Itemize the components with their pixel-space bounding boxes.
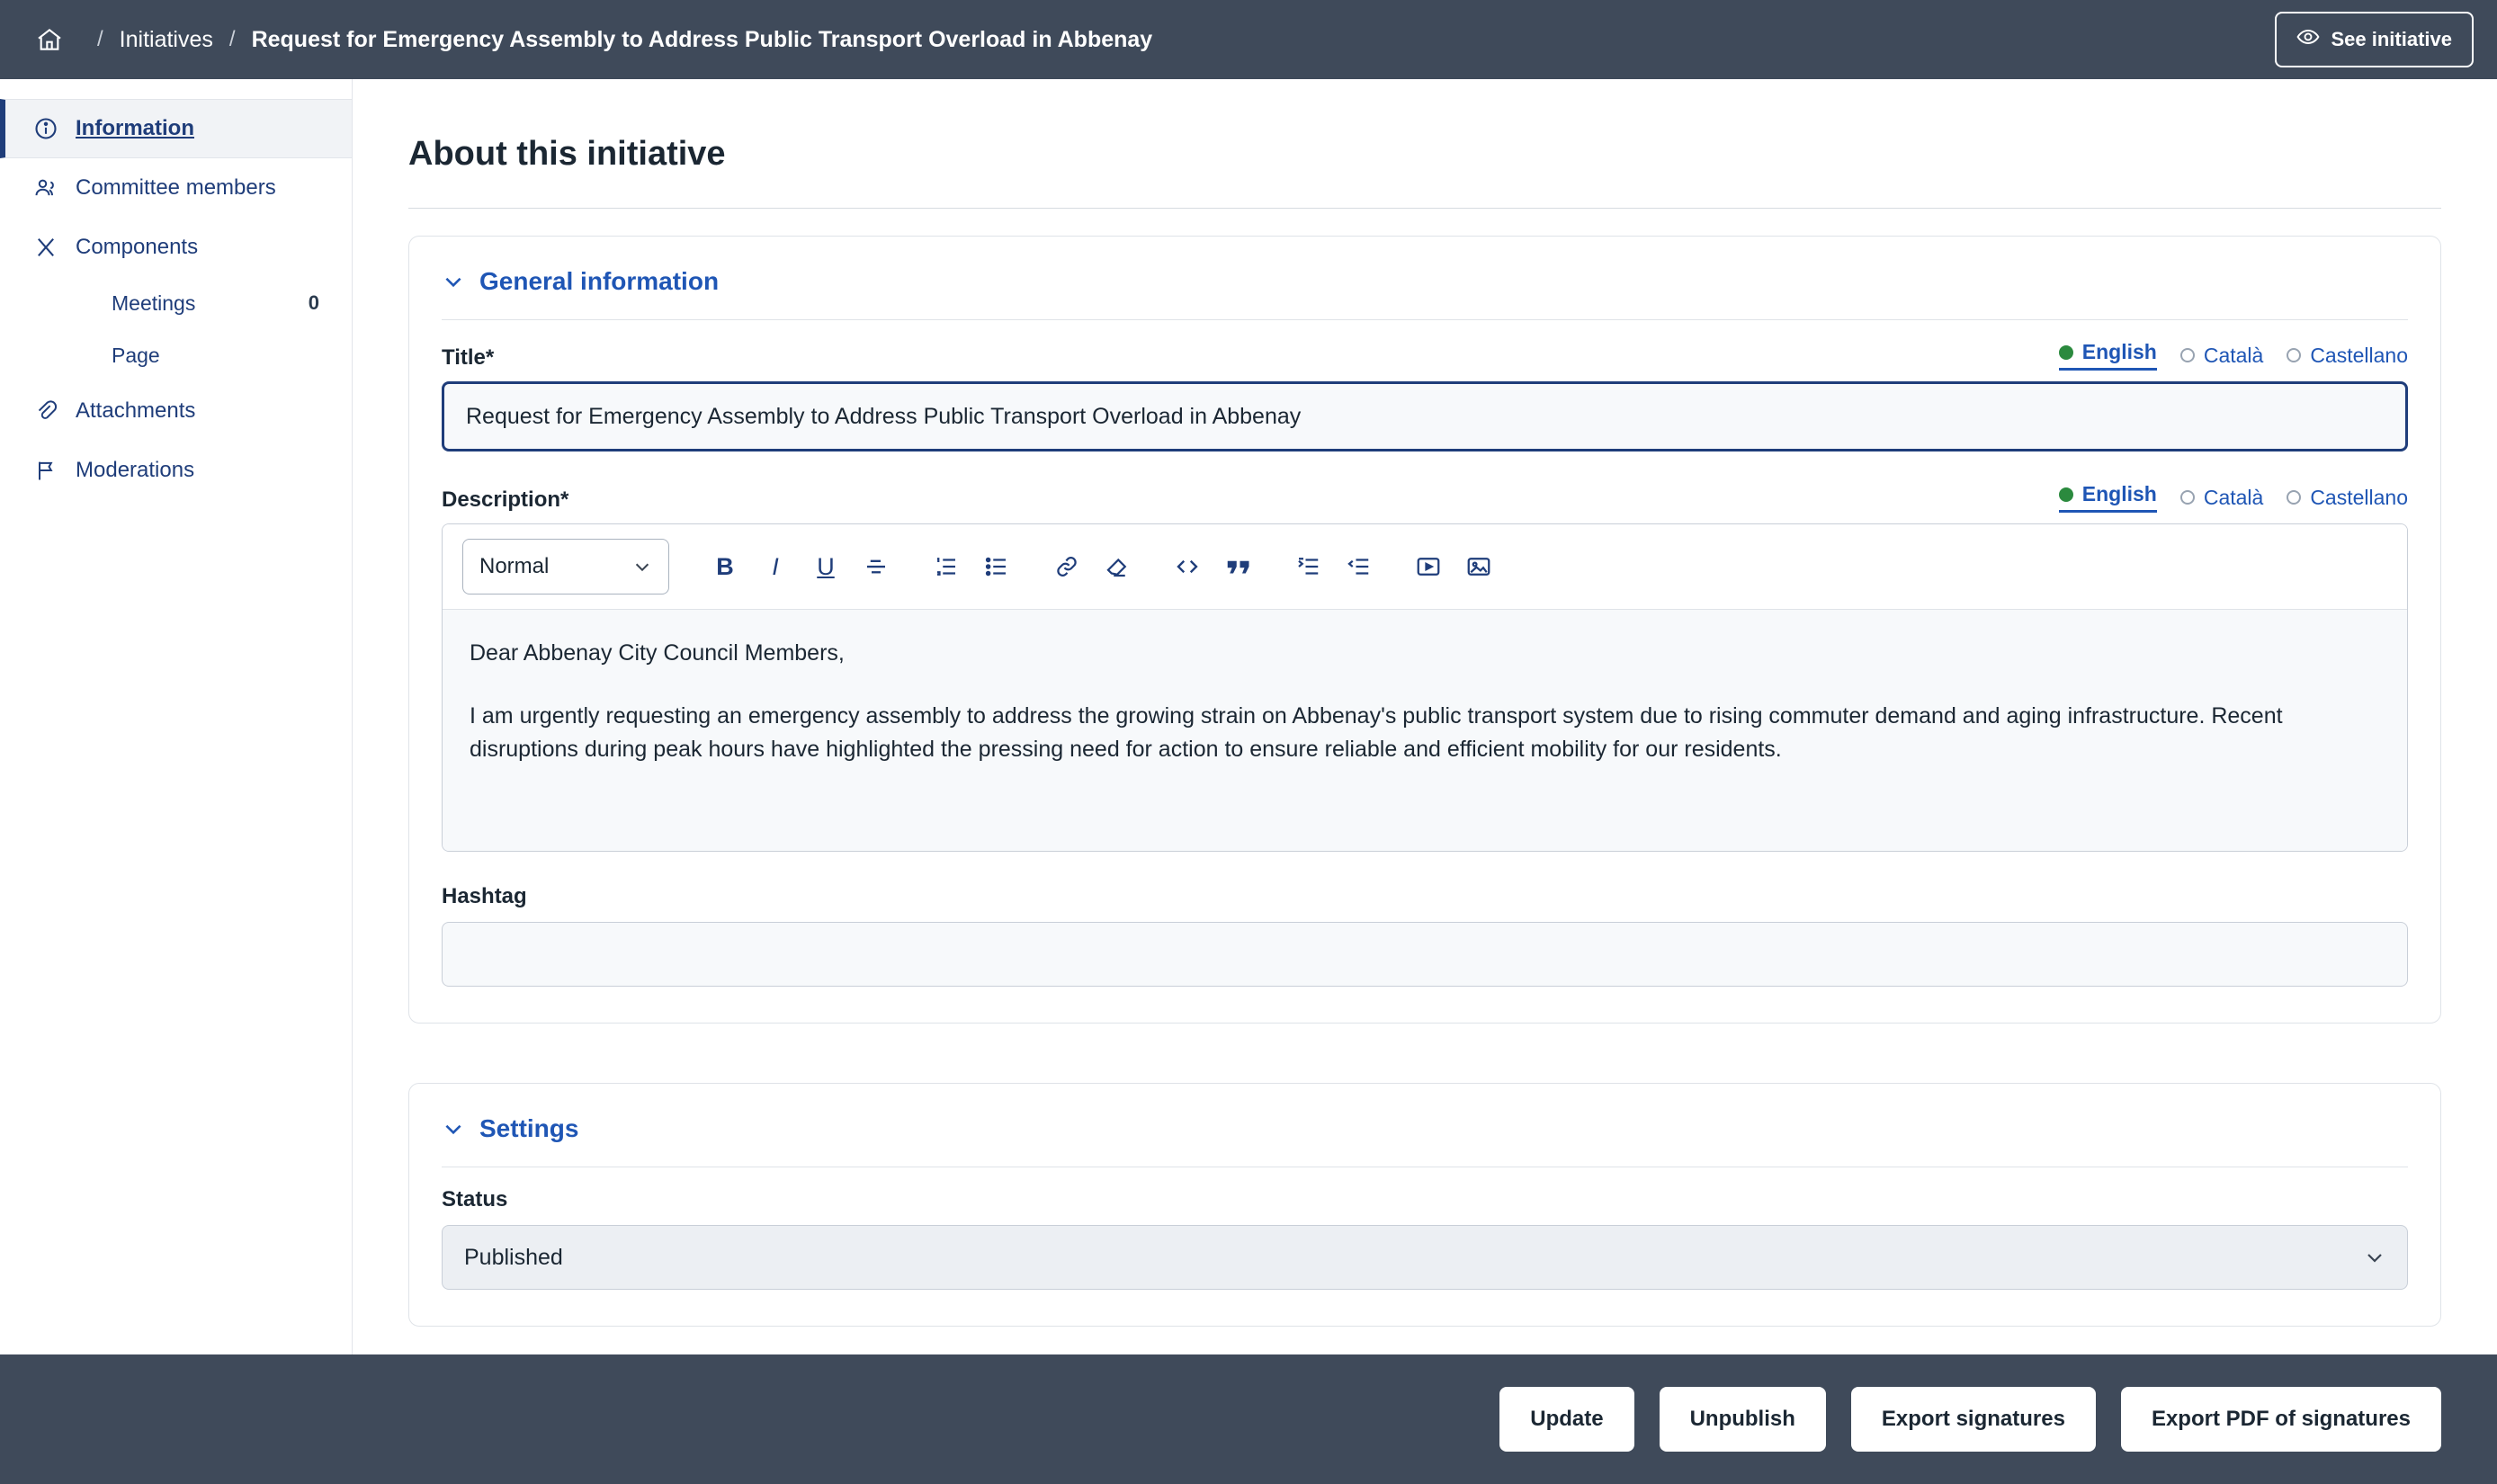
underline-icon[interactable]: U <box>817 552 835 580</box>
eye-icon <box>2296 25 2320 54</box>
general-information-header[interactable] <box>442 267 2408 296</box>
status-value: Published <box>464 1244 563 1270</box>
indent-icon[interactable] <box>1283 541 1333 592</box>
general-information-title: General information <box>479 267 720 295</box>
description-locale-switcher <box>2059 482 2408 513</box>
top-bar <box>0 0 2497 79</box>
locale-radio-icon <box>2180 348 2195 362</box>
card-divider <box>442 319 2408 320</box>
see-initiative-label: See initiative <box>2331 28 2452 50</box>
locale-label: English <box>2081 482 2157 505</box>
title-field-row <box>442 340 2408 371</box>
locale-english[interactable] <box>2059 340 2157 371</box>
editor-toolbar <box>443 524 2407 610</box>
chevron-down-icon <box>632 557 652 577</box>
sidebar-subitem-label: Meetings <box>112 291 196 315</box>
breadcrumb-separator-1: / <box>97 27 103 51</box>
flag-icon <box>32 457 59 484</box>
ordered-list-icon[interactable] <box>921 541 971 592</box>
locale-radio-icon <box>2059 345 2073 360</box>
sidebar-item-label: Components <box>76 235 199 259</box>
export-pdf-signatures-button[interactable]: Export PDF of signatures <box>2121 1387 2441 1452</box>
footer-action-bar <box>0 1354 2497 1484</box>
paperclip-icon <box>32 398 59 425</box>
status-field <box>442 1187 2408 1290</box>
chevron-down-icon <box>2364 1247 2385 1268</box>
status-label: Status <box>442 1187 508 1211</box>
text-style-value: Normal <box>479 554 550 578</box>
sidebar-item-label: Moderations <box>76 458 195 482</box>
sidebar-item-committee-members[interactable] <box>0 158 352 218</box>
locale-label: English <box>2081 340 2157 363</box>
sidebar-subitem-label: Page <box>112 343 160 367</box>
settings-header[interactable] <box>442 1114 2408 1143</box>
breadcrumb-separator-2: / <box>228 27 236 51</box>
description-paragraph: I am urgently requesting an emergency assembly to address the growing strain on Abbenay's public transport system due to rising commuter demand and aging infrastructure. Recent disruptions during peak hours have highlighted the pressing need for action to ensure reliable and efficient mobility for our residents. <box>470 703 2283 762</box>
blockquote-icon[interactable] <box>1213 541 1263 592</box>
locale-radio-icon <box>2287 348 2301 362</box>
text-style-select[interactable] <box>462 539 669 594</box>
title-label: Title* <box>442 345 495 370</box>
hashtag-label: Hashtag <box>442 884 527 908</box>
breadcrumb-initiatives[interactable]: Initiatives <box>119 26 213 52</box>
description-field-row <box>442 482 2408 513</box>
unordered-list-icon[interactable] <box>971 541 1022 592</box>
outdent-icon[interactable] <box>1333 541 1383 592</box>
video-icon[interactable] <box>1403 541 1454 592</box>
locale-radio-icon <box>2059 487 2073 502</box>
breadcrumb-current: Request for Emergency Assembly to Address Public Transport Overload in Abbenay <box>251 26 1153 52</box>
locale-label: Català <box>2203 485 2264 509</box>
sidebar-item-label: Committee members <box>76 175 276 200</box>
body <box>0 79 2497 1484</box>
sidebar-subitem-meetings[interactable] <box>0 277 352 329</box>
locale-label: Castellano <box>2310 485 2408 509</box>
sidebar <box>0 79 353 1484</box>
sidebar-item-components[interactable] <box>0 218 352 277</box>
locale-catala[interactable] <box>2180 486 2263 510</box>
locale-castellano[interactable] <box>2287 486 2408 510</box>
sidebar-subitem-page[interactable] <box>0 329 352 381</box>
components-icon <box>32 234 59 261</box>
meetings-count-badge: 0 <box>308 291 319 314</box>
settings-title: Settings <box>479 1114 579 1142</box>
settings-card <box>408 1083 2441 1327</box>
image-icon[interactable] <box>1454 541 1504 592</box>
see-initiative-button[interactable] <box>2275 12 2474 67</box>
status-select[interactable] <box>442 1225 2408 1290</box>
general-information-card <box>408 236 2441 1024</box>
locale-label: Castellano <box>2310 343 2408 367</box>
export-signatures-button[interactable]: Export signatures <box>1851 1387 2096 1452</box>
hashtag-input[interactable] <box>442 922 2408 987</box>
code-icon[interactable] <box>1162 541 1213 592</box>
bold-icon[interactable]: B <box>716 552 734 580</box>
users-icon <box>32 174 59 201</box>
locale-castellano[interactable] <box>2287 344 2408 368</box>
title-locale-switcher <box>2059 340 2408 371</box>
link-icon[interactable] <box>1042 541 1092 592</box>
home-icon[interactable] <box>31 21 68 58</box>
sidebar-item-moderations[interactable] <box>0 441 352 500</box>
page-title: About this initiative <box>408 135 726 173</box>
description-label: Description* <box>442 487 569 512</box>
erase-format-icon[interactable] <box>1092 541 1142 592</box>
strikethrough-icon[interactable] <box>851 541 901 592</box>
update-button[interactable]: Update <box>1499 1387 1633 1452</box>
description-editor <box>442 523 2408 852</box>
unpublish-button[interactable]: Unpublish <box>1660 1387 1826 1452</box>
locale-english[interactable] <box>2059 482 2157 513</box>
sidebar-item-attachments[interactable] <box>0 381 352 441</box>
main-content <box>353 79 2497 1484</box>
description-editor-body[interactable] <box>443 610 2407 851</box>
locale-catala[interactable] <box>2180 344 2263 368</box>
locale-label: Català <box>2203 343 2264 367</box>
sidebar-item-label: Attachments <box>76 398 196 423</box>
locale-radio-icon <box>2180 490 2195 505</box>
chevron-down-icon <box>442 270 465 293</box>
hashtag-field <box>442 884 2408 987</box>
sidebar-item-information[interactable] <box>0 99 352 158</box>
description-paragraph: Dear Abbenay City Council Members, <box>470 640 845 666</box>
locale-radio-icon <box>2287 490 2301 505</box>
title-divider <box>408 208 2441 209</box>
sidebar-item-label: Information <box>76 116 194 140</box>
italic-icon[interactable]: I <box>772 552 779 580</box>
title-input[interactable] <box>442 381 2408 451</box>
info-icon <box>32 115 59 142</box>
chevron-down-icon <box>442 1117 465 1140</box>
